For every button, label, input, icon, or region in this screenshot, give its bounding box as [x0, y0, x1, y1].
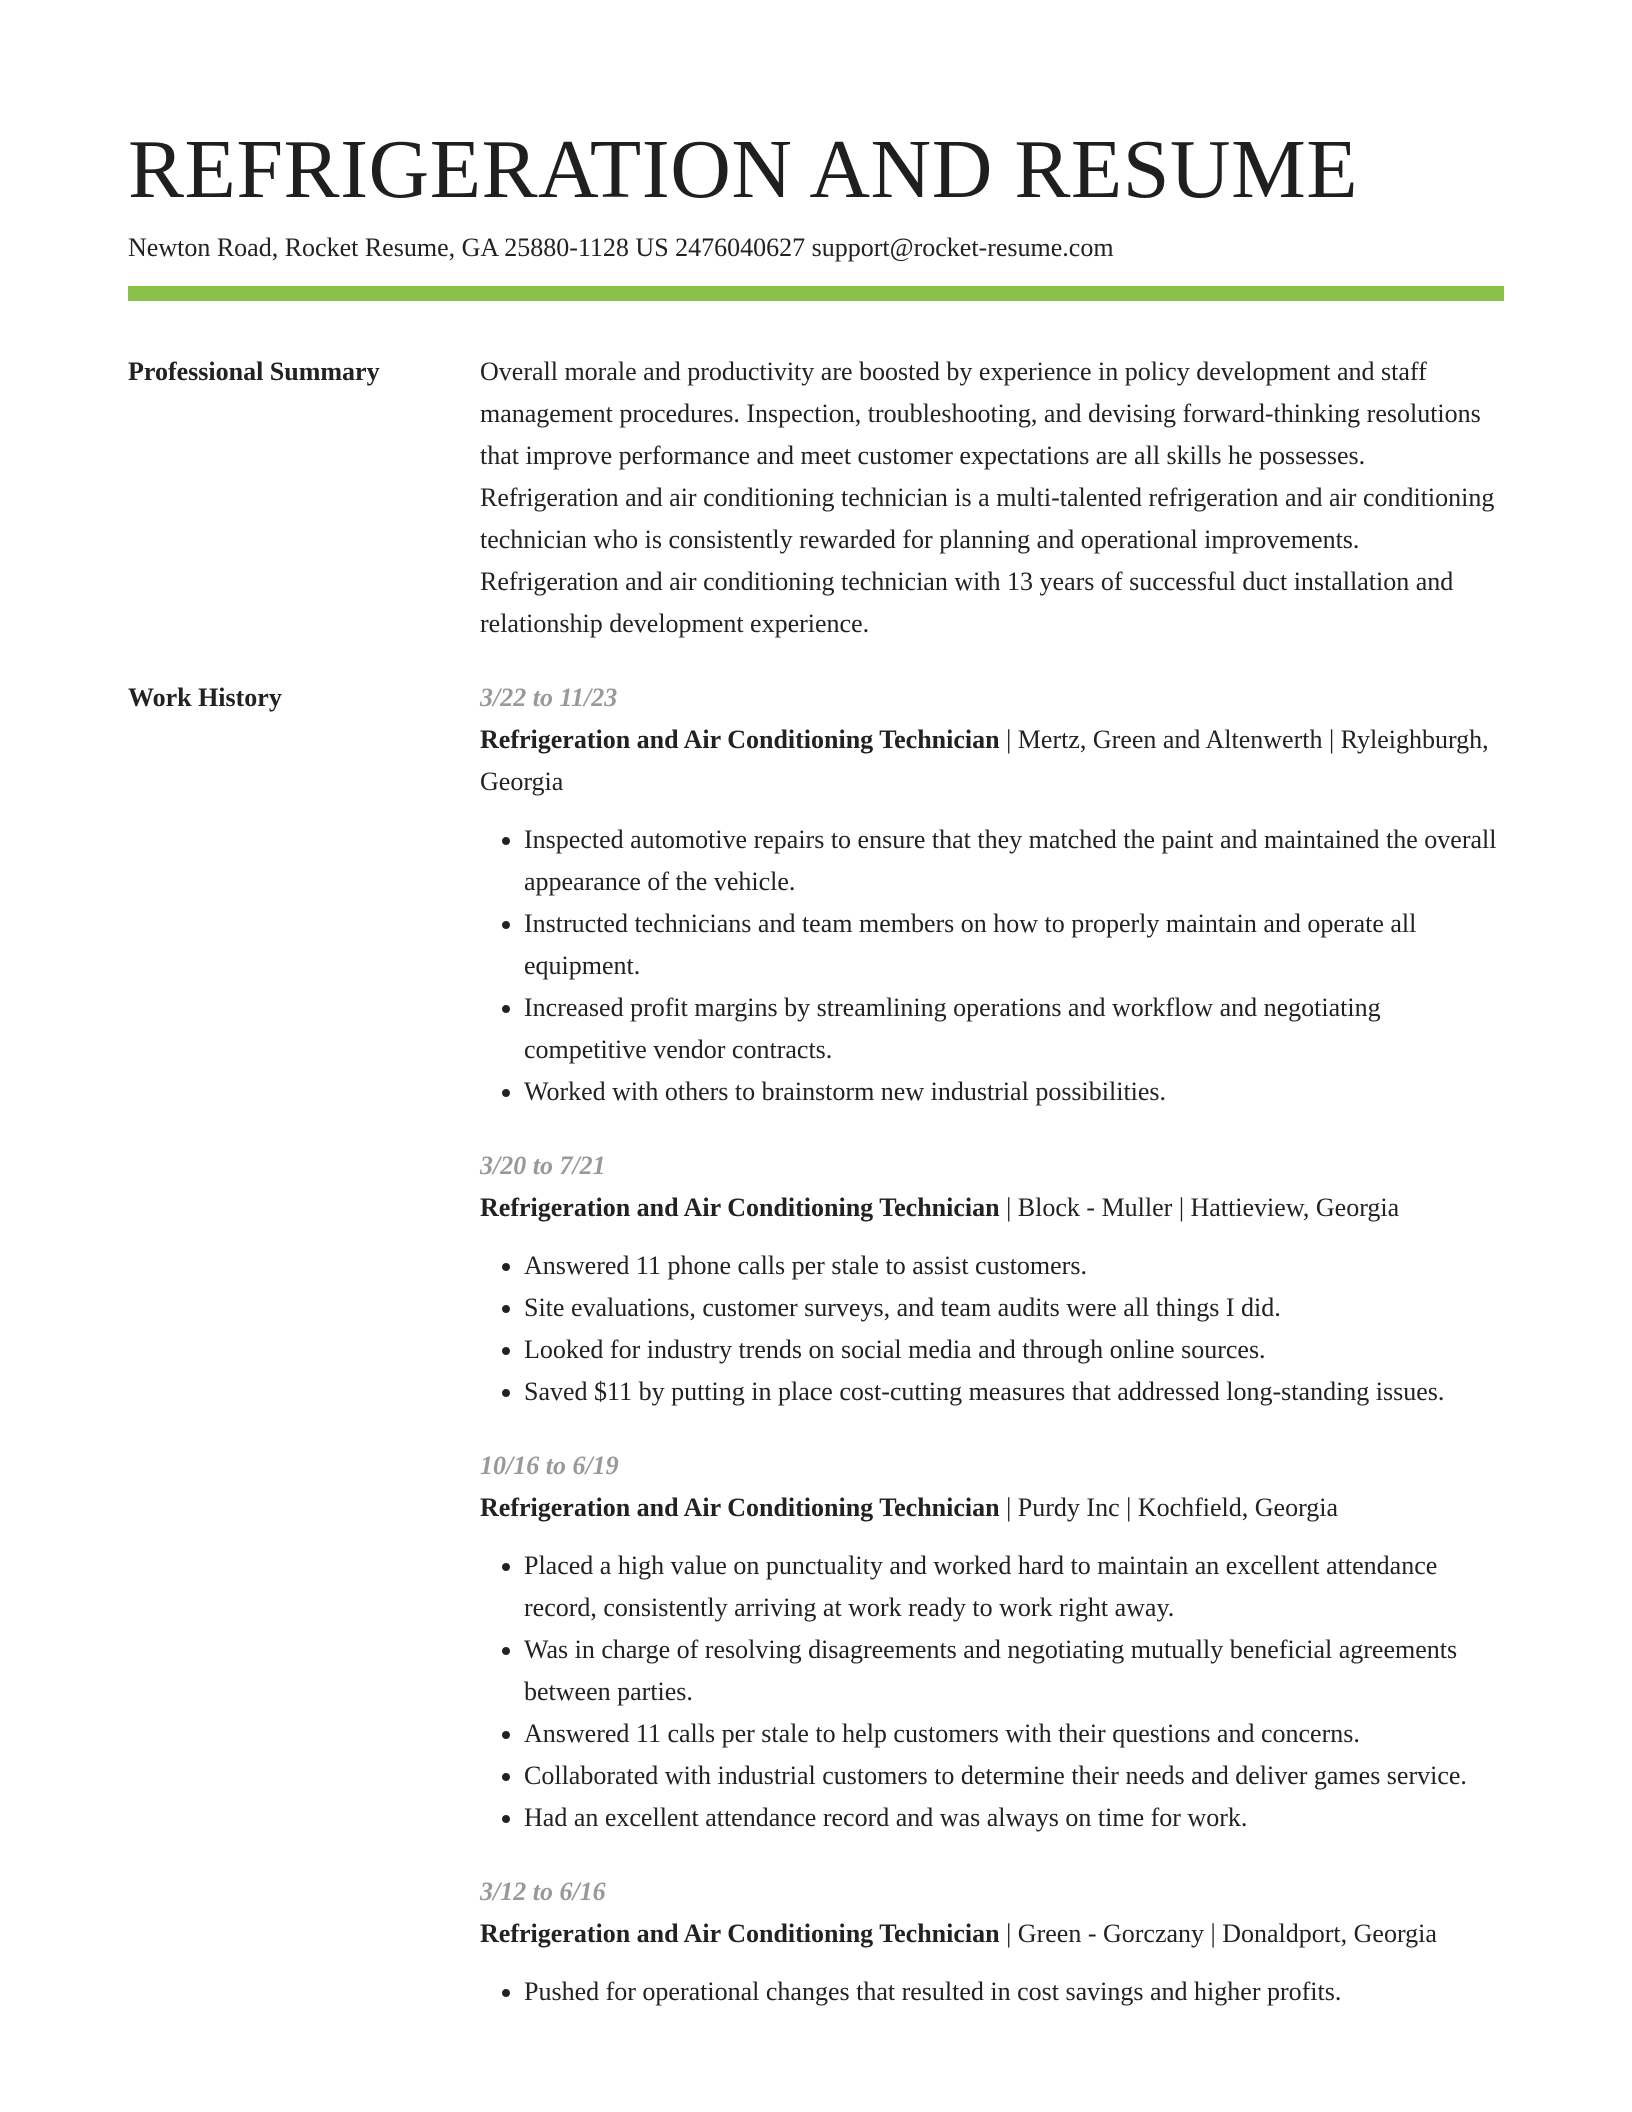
summary-body: [480, 351, 1504, 645]
job-bullet: • Placed a high value on punctuality and worked hard to maintain an excellent attendance record, consistently arriving at work ready to work right away.: [524, 1545, 1504, 1629]
job-title: Refrigeration and Air Conditioning Technician: [480, 1919, 1000, 1948]
job-title: Refrigeration and Air Conditioning Technician: [480, 1493, 1000, 1522]
job-bullet: • Site evaluations, customer surveys, and team audits were all things I did.: [524, 1287, 1504, 1329]
job-bullet: • Inspected automotive repairs to ensure that they matched the paint and maintained the overall appearance of the vehicle.: [524, 819, 1504, 903]
job-bullet: • Looked for industry trends on social media and through online sources.: [524, 1329, 1504, 1371]
summary-label: Professional Summary: [128, 357, 380, 386]
resume-page: [128, 118, 1504, 2045]
job-heading: [480, 1487, 1504, 1529]
job-title: Refrigeration and Air Conditioning Technician: [480, 725, 1000, 754]
job-bullet: • Increased profit margins by streamlining operations and workflow and negotiating competitive vendor contracts.: [524, 987, 1504, 1071]
work-history-label: Work History: [128, 683, 282, 712]
accent-divider: [128, 286, 1504, 301]
job-dates: 3/12 to 6/16: [480, 1877, 606, 1906]
job-dates: 10/16 to 6/19: [480, 1451, 619, 1480]
job-bullets: [480, 1245, 1504, 1413]
job-bullet: • Was in charge of resolving disagreements and negotiating mutually beneficial agreements between parties.: [524, 1629, 1504, 1713]
job-heading: [480, 719, 1504, 803]
job-employer-location: | Green - Gorczany | Donaldport, Georgia: [999, 1919, 1437, 1948]
job-employer-location: | Block - Muller | Hattieview, Georgia: [999, 1193, 1400, 1222]
job-bullets: [480, 819, 1504, 1113]
job-title: Refrigeration and Air Conditioning Technician: [480, 1193, 1000, 1222]
job-employer-location: | Mertz, Green and Altenwerth | Ryleighburgh, Georgia: [480, 725, 1489, 796]
job-dates: 3/20 to 7/21: [480, 1151, 606, 1180]
job-entry: [480, 677, 1504, 1113]
job-bullet: • Collaborated with industrial customers to determine their needs and deliver games service.: [524, 1755, 1504, 1797]
job-heading: [480, 1187, 1504, 1229]
job-bullets: [480, 1545, 1504, 1839]
job-bullet: • Answered 11 calls per stale to help customers with their questions and concerns.: [524, 1713, 1504, 1755]
job-bullet: • Instructed technicians and team members on how to properly maintain and operate all equipment.: [524, 903, 1504, 987]
job-bullet: • Worked with others to brainstorm new industrial possibilities.: [524, 1071, 1504, 1113]
work-history-list: [480, 677, 1504, 2045]
job-heading: [480, 1913, 1504, 1955]
job-bullet: • Pushed for operational changes that resulted in cost savings and higher profits.: [524, 1971, 1504, 2013]
work-history-section: [128, 677, 1504, 2045]
resume-name: REFRIGERATION AND RESUME: [128, 123, 1359, 216]
job-bullet: • Had an excellent attendance record and was always on time for work.: [524, 1797, 1504, 1839]
job-entry: [480, 1871, 1504, 2013]
job-bullet: • Saved $11 by putting in place cost-cutting measures that addressed long-standing issues.: [524, 1371, 1504, 1413]
job-bullets: [480, 1971, 1504, 2013]
job-employer-location: | Purdy Inc | Kochfield, Georgia: [999, 1493, 1339, 1522]
job-dates: 3/22 to 11/23: [480, 683, 618, 712]
job-entry: [480, 1445, 1504, 1839]
contact-line: Newton Road, Rocket Resume, GA 25880-1128 US 2476040627 support@rocket-resume.com: [128, 233, 1114, 262]
summary-section: [128, 351, 1504, 645]
summary-text: Overall morale and productivity are boosted by experience in policy development and staff management procedures. Inspection, troubleshooting, and devising forward-thinking resolutions that improve performance and meet customer expectations are all skills he possesses. Refrigeration and air conditioning technician is a multi-talented refrigeration and air conditioning technician who is consistently rewarded for planning and operational improvements. Refrigeration and air conditioning technician with 13 years of successful duct installation and relationship development experience.: [480, 357, 1495, 638]
job-entry: [480, 1145, 1504, 1413]
job-bullet: • Answered 11 phone calls per stale to assist customers.: [524, 1245, 1504, 1287]
